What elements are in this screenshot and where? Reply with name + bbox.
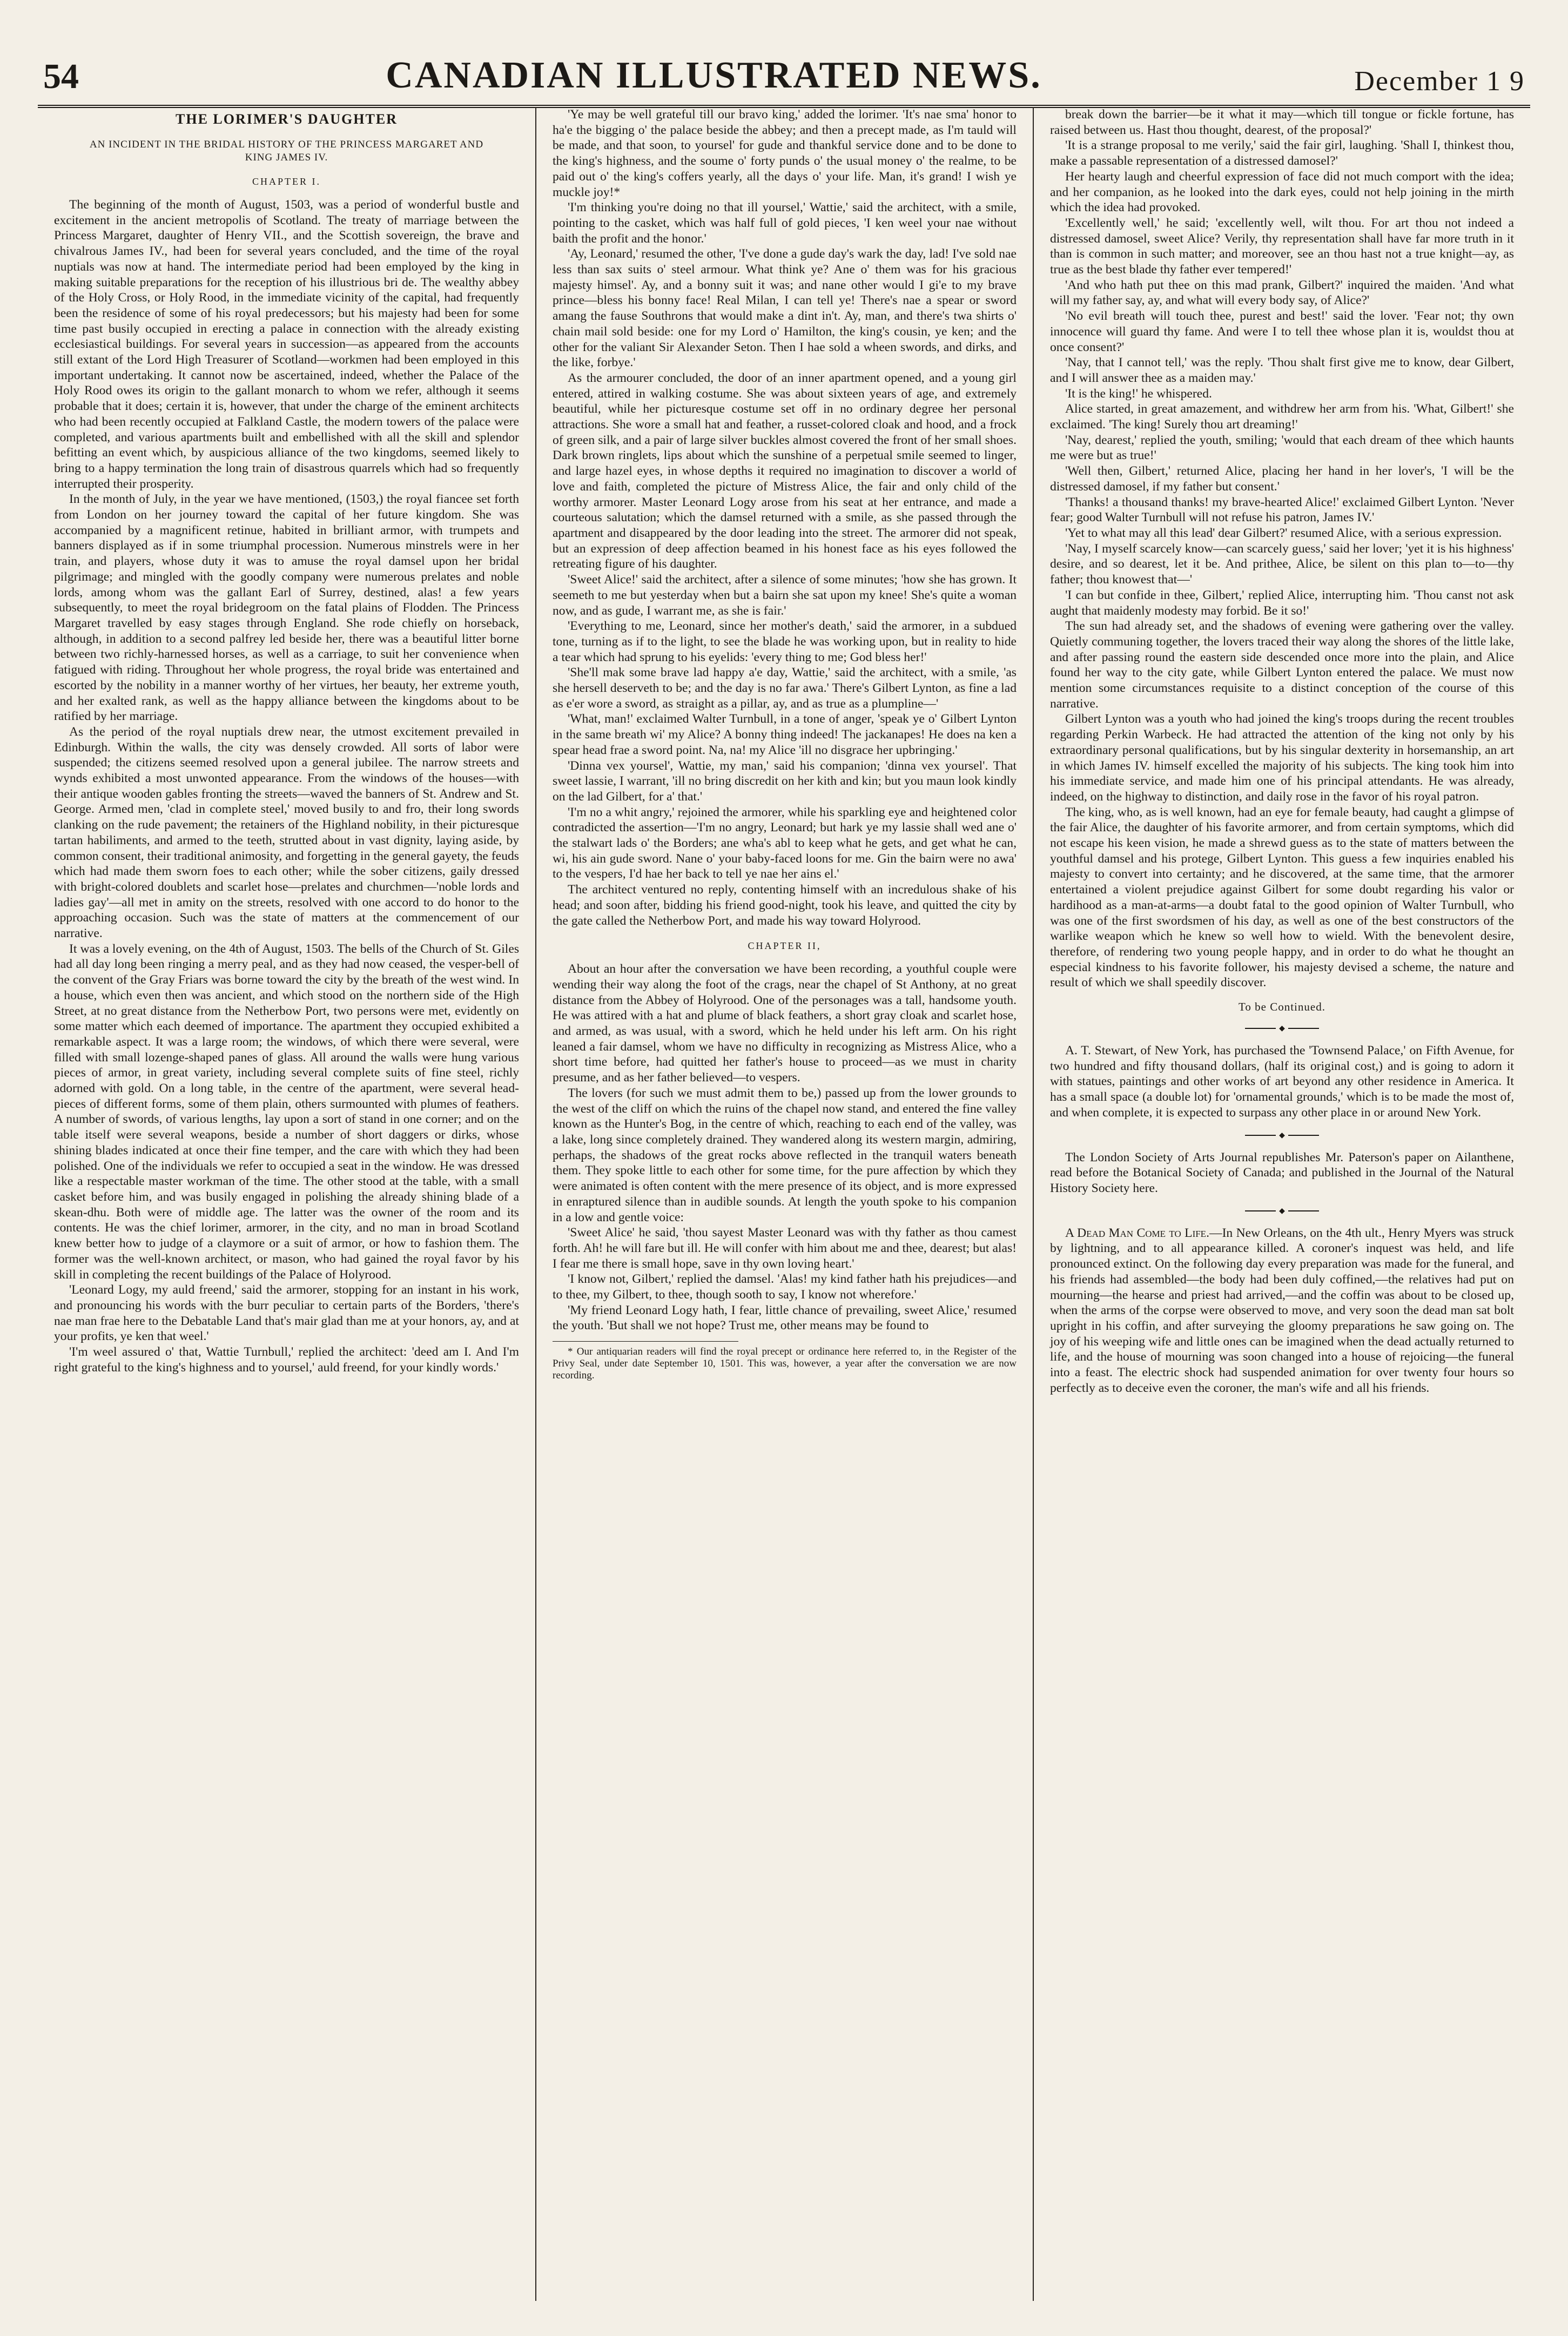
paragraph: 'Leonard Logy, my auld freend,' said the armorer, stopping for an instant in his work, and pronouncing his words with the burr peculiar to certain parts of the Borders, 'there's nae man frae here to the Debatable Land that's mair glad than me at your honors, ay, and at your profits, ye ken that weel.' (54, 1283, 519, 1344)
paragraph: 'It is a strange proposal to me verily,' said the fair girl, laughing. 'Shall I, thinkest thou, make a passable representation of a distressed damosel?' (1050, 138, 1514, 169)
page-number: 54 (43, 57, 79, 96)
paragraph: 'It is the king!' he whispered. (1065, 386, 1212, 401)
paragraph: 'I'm weel assured o' that, Wattie Turnbull,' replied the architect: 'deed am I. And I'm right grateful to the king's highness and to yoursel,' auld freend, for your kindly words.' (54, 1345, 519, 1375)
paragraph: Gilbert Lynton was a youth who had joined the king's troops during the recent troubles regarding Perkin Warbeck. He had attracted the attention of the king not only by his extraordinary personal qualifications, but by his singular dexterity in horsemanship, an art in which James IV. himself excelled the majority of his subjects. The king took him into his immediate service, and made him one of his principal attendants. He was already, indeed, on the highway to distinction, and daily rose in the favor of his royal patron. (1050, 712, 1514, 804)
paragraph: 'I know not, Gilbert,' replied the damsel. 'Alas! my kind father hath his prejudices—and to thee, my Gilbert, to thee, though sooth to say, I know not wherefore.' (553, 1272, 1017, 1302)
paragraph: 'Nay, I myself scarcely know—can scarcely guess,' said her lover; 'yet it is his highness' desire, and so dearest, let it be. And prithee, Alice, be silent on this plan to—to—thy father; thou knowest that—' (1050, 541, 1514, 587)
ornamental-divider (1050, 1133, 1514, 1138)
paragraph: Alice started, in great amazement, and withdrew her arm from his. 'What, Gilbert!' she exclaimed. 'The king! Surely thou art dreaming!' (1050, 402, 1514, 432)
divider-ornament-icon: ◆ (1276, 1207, 1288, 1215)
column-3 (1033, 107, 1530, 2301)
to-be-continued: To be Continued. (1239, 1000, 1325, 1014)
paragraph: As the period of the royal nuptials drew near, the utmost excitement prevailed in Edinburgh. Within the walls, the city was densely crowded. All sorts of labor were suspended; the citizens seemed resolved upon a general jubilee. The narrow streets and wynds exhibited a most unwonted appearance. From the windows of the houses—with their antique wooden gables fronting the streets—waved the banners of St. Andrew and St. George. Armed men, 'clad in complete steel,' moved busily to and fro, their long swords clanking on the rude pavement; the retainers of the Highland nobility, in their picturesque tartan habiliments, and armed to the teeth, strutted about in vast dignity, laying aside, by common consent, their traditional animosity, and forgetting in the general gayety, the feuds which had made them sworn foes to each other; while the sober citizens, gaily dressed with bright-colored doublets and scarlet hose—prelates and churchmen—'noble lords and ladies gay'—all met in amity on the streets, resolved with one accord to do honor to the approaching occasion. Such was the state of matters at the commencement of our narrative. (54, 724, 519, 941)
masthead (38, 38, 1530, 108)
news-item-body: —In New Orleans, on the 4th ult., Henry Myers was struck by lightning, and to all appearance killed. A coroner's inquest was held, and life pronounced extinct. On the following day every preparation was made for the funeral, and his friends had assembled—the body had been duly coffined,—the relatives had put on mourning—the hearse and priest had arrived,—and the coffin was about to be closed up, when the arms of the corpse were observed to move, and very soon the dead man sat bolt upright in his coffin, and after surveying the gloomy preparations he saw going on. The joy of his weeping wife and little ones can be imagined when the dead actually returned to life, and the house of mourning was soon changed into a house of rejoicing—the funeral into a feast. The electric shock had suspended animation for over twenty four hours so perfectly as to deceive even the coroner, the man's wife and all his friends. (1050, 1226, 1514, 1395)
paragraph: 'Sweet Alice' he said, 'thou sayest Master Leonard was with thy father as thou camest forth. Ah! he will fare but ill. He will confer with him about me and thee, dearest; but alas! I fear me there is small hope, save in thy own loving heart.' (553, 1226, 1017, 1271)
column-2 (535, 107, 1033, 2301)
ornamental-divider (1050, 1208, 1514, 1214)
news-item-dead-man (1050, 1226, 1514, 1396)
newspaper-title: CANADIAN ILLUSTRATED NEWS. (386, 55, 1042, 96)
paragraph: 'And who hath put thee on this mad prank, Gilbert?' inquired the maiden. 'And what will my father say, ay, and what will every body say, of Alice?' (1050, 278, 1514, 308)
paragraph: 'Nay, that I cannot tell,' was the reply. 'Thou shalt first give me to know, dear Gilbert, and I will answer thee as a maiden may.' (1050, 355, 1514, 385)
paragraph: In the month of July, in the year we have mentioned, (1503,) the royal fiancee set forth from London on her journey toward the capital of her future kingdom. She was accompanied by a magnificent retinue, habited in brilliant armor, with trumpets and banners displayed as if in some triumphal procession. Numerous minstrels were in her train, and players, whose duty it was to amuse the royal damsel upon her bridal pilgrimage; and mingled with the goodly company were numerous prelates and noble lords, among whom was the gallant Earl of Surrey, destined, alas! a few years subsequently, to meet the royal bridegroom on the fatal plains of Flodden. The Princess Margaret travelled by easy stages through England. She rode chiefly on horseback, although, in addition to a second palfrey led beside her, there was a beautiful litter borne between two richly-harnessed horses, as well as a carriage, to suit her convenience when fatigued with riding. Throughout her whole progress, the royal bride was entertained and escorted by the nobility in a manner worthy of her virtues, her beauty, her extreme youth, and her exalted rank, as well as the happy alliance between the kingdoms about to be ratified by her marriage. (54, 492, 519, 724)
news-item-stewart: A. T. Stewart, of New York, has purchased the 'Townsend Palace,' on Fifth Avenue, for two hundred and fifty thousand dollars, (half its original cost,) and is going to adorn it with statues, paintings and other works of art beyond any other residence in America. It has a small space (a double lot) for 'ornamental grounds,' which is to be made the most of, and when complete, it is expected to surpass any other place in or around New York. (1050, 1044, 1514, 1120)
divider-ornament-icon: ◆ (1276, 1132, 1288, 1140)
paragraph: It was a lovely evening, on the 4th of August, 1503. The bells of the Church of St. Giles had all day long been ringing a merry peal, and as they had now ceased, the vesper-bell of the convent of the Gray Friars was borne toward the city by the breath of the west wind. In a house, which even then was ancient, and which stood on the northern side of the High Street, at no great distance from the Netherbow Port, two persons were met, evidently on some matter which each deemed of importance. The apartment they occupied exhibited a remarkable aspect. It was a large room; the windows, of which there were several, were filled with small lozenge-shaped panes of glass. All around the walls were hung various pieces of armor, in great variety, including several complete suits of fine steel, richly adorned with gold. On a long table, in the centre of the apartment, were several head-pieces of different forms, some of them plain, others surmounted with plumes of feathers. A number of swords, of various lengths, lay upon a sort of stand in one corner; and on the table itself were several weapons, beside a number of short daggers or dirks, whose shining blades indicated at once their fine temper, and the care with which they had been polished. One of the individuals we refer to occupied a seat in the window. He was dressed like a respectable master workman of the time. The other stood at the table, with a small casket before him, and was busily engaged in polishing the already shining blade of a skean-dhu. Both were of middle age. The latter was the owner of the room and its contents. He was the chief lorimer, armorer, in the city, and no man in broad Scotland knew better how to judge of a claymore or a suit of armor, or how to fashion them. The former was the well-known architect, or mason, who had gained the royal favor by his skill in completing the recent buildings of the Palace of Holyrood. (54, 941, 519, 1282)
newspaper-page (38, 38, 1530, 2301)
paragraph: 'Yet to what may all this lead' dear Gilbert?' resumed Alice, with a serious expression. (1065, 526, 1502, 540)
paragraph: 'Dinna vex yoursel', Wattie, my man,' said his companion; 'dinna vex yoursel'. That sweet lassie, I warrant, 'ill no bring discredit on her kith and kin; but you maun look kindly on the lad Gilbert, for a' that.' (553, 758, 1017, 804)
paragraph: 'Sweet Alice!' said the architect, after a silence of some minutes; 'how she has grown. It seemeth to me but yesterday when but a bairn she sat upon my knee! She's quite a woman now, and as gude, I warrant me, as she is fair.' (553, 573, 1017, 618)
paragraph: The sun had already set, and the shadows of evening were gathering over the valley. Quietly communing together, the lovers traced their way along the shores of the little lake, and after passing round the eastern side descended once more into the plain, and Alice found her way to the city gate, while Gilbert Lynton entered the palace. We must now mention some circumstances requisite to a distinct conception of the course of this narrative. (1050, 619, 1514, 711)
paragraph: 'Excellently well,' he said; 'excellently well, wilt thou. For art thou not indeed a distressed damosel, sweet Alice? Verily, thy representation shall have far more truth in it than is common in such matter; and moreover, see an thou hast not a true knight—ay, as true as the best blade thy father ever tempered!' (1050, 216, 1514, 277)
paragraph: 'I'm no a whit angry,' rejoined the armorer, while his sparkling eye and heightened color contradicted the assertion—'I'm no angry, Leonard; but hark ye my lassie shall wed ane o' the stalwart lads o' the Borders; ane wha's abl to keep what he gets, and get what he can, wi, his ain gude sword. Nane o' your baby-faced loons for me. Gin the bairn were no awa' to the vespers, I'd hae her back to tell ye nae her ains el.' (553, 805, 1017, 881)
paragraph: 'My friend Leonard Logy hath, I fear, little chance of prevailing, sweet Alice,' resumed the youth. 'But shall we not hope? Trust me, other means may be found to (553, 1303, 1017, 1333)
paragraph: Her hearty laugh and cheerful expression of face did not much comport with the idea; and her companion, as he looked into the dark eyes, could not help joining in the mirth which the idea had provoked. (1050, 169, 1514, 215)
chapter-heading: CHAPTER I. (252, 176, 321, 187)
paragraph: 'Ay, Leonard,' resumed the other, 'I've done a gude day's wark the day, lad! I've sold nae less than sax suits o' steel armour. What think ye? Ane o' them was for his gracious majesty himsel'. Ay, and a bonny suit it was; and nane other would I gi'e to my brave prince—bless his bonny face! Real Milan, I can tell ye! There's nae a spear or sword amang the fause Southrons that would make a dint in't. Ay, man, and there's twa shirts o' chain mail sold beside: one for my Lord o' Hamilton, the king's cousin, ye ken; and the other for the valiant Sir Alexander Seton. Then I hae sold a wheen swords, and dirks, and the like, forbye.' (553, 247, 1017, 370)
paragraph: About an hour after the conversation we have been recording, a youthful couple were wending their way along the foot of the crags, near the chapel of St Anthony, at no great distance from the Abbey of Holyrood. One of the personages was a tall, handsome youth. He was attired with a hat and plume of black feathers, a short gray cloak and scarlet hose, and armed, as was usual, with a sword, which he held under his left arm. On his right leaned a fair damsel, whom we have no difficulty in recognizing as Mistress Alice, who a short time before, had quitted her father's house to proceed—as we must in charity presume, and as her father believed—to vespers. (553, 962, 1017, 1085)
paragraph: The king, who, as is well known, had an eye for female beauty, had caught a glimpse of the fair Alice, the daughter of his favorite armorer, and from certain symptoms, which did not escape his keen vision, he made a shrewd guess as to the state of matters between the youthful damsel and his protege, Gilbert Lynton. This guess a few inquiries enabled his majesty to convert into certainty; and he discovered, at the same time, that the armorer entertained a violent prejudice against Gilbert for some doubt regarding his valor or hardihood as a man-at-arms—a doubt fatal to the good opinion of Walter Turnbull, who was one of the first swordsmen of his day, as well as one of the best constructors of the warlike weapon which he knew so well how to wield. With the benevolent desire, therefore, of rendering two young people happy, and in order to do what he thought an especial kindness to his favorite follower, his majesty devised a scheme, the nature and result of which we shall speedily discover. (1050, 805, 1514, 990)
paragraph: 'Nay, dearest,' replied the youth, smiling; 'would that each dream of thee which haunts me were but as true!' (1050, 433, 1514, 463)
paragraph: 'Ye may be well grateful till our bravo king,' added the lorimer. 'It's nae sma' honor to ha'e the bigging o' the palace beside the abbey; and then a precept made, as I'm tauld will be made, and that soon, to yoursel' for gude and thankful service done and to be done to the king's highness, and the soume o' forty punds o' the usual money o' the realme, to be paid out o' the king's coffers yearly, all the days o' your life. Man, it's grand! I wish ye muckle joy!* (553, 107, 1017, 199)
column-1 (38, 107, 535, 2301)
paragraph: 'I'm thinking you're doing no that ill yoursel,' Wattie,' said the architect, with a smile, pointing to the casket, which was half full of gold pieces, 'I ken weel your nae without baith the profit and the honor.' (553, 200, 1017, 246)
footnote-rule (553, 1341, 738, 1342)
paragraph: The architect ventured no reply, contenting himself with an incredulous shake of his head; and soon after, bidding his friend good-night, took his leave, and quitted the city by the gate called the Netherbow Port, and made his way toward Holyrood. (553, 883, 1017, 928)
paragraph: The beginning of the month of August, 1503, was a period of wonderful bustle and excitement in the ancient metropolis of Scotland. The treaty of marriage between the Princess Margaret, daughter of Henry VII., and the Scottish sovereign, the brave and chivalrous James IV., had been for several years concluded, and the time of the royal nuptials was now at hand. The intermediate period had been employed by the king in making suitable preparations for the reception of his illustrious bri de. The wealthy abbey of the Holy Cross, or Holy Rood, in the immediate vicinity of the capital, had frequently been the residence of some of his royal predecessors; but his majesty had been for some time past busily occupied in erecting a palace in connection with the already existing ecclesiastical buildings. For several years in succession—as appeared from the accounts still extant of the Lord High Treasurer of Scotland—workmen had been employed in this important undertaking. It cannot now be ascertained, indeed, whether the Palace of the Holy Rood owes its origin to the gallant monarch to whom we refer, although it seems probable that it does; certain it is, however, that under the charge of the eminent architects who had been recently occupied at Falkland Castle, the modern towers of the palace were completed, and various apartments built and embellished with all the skill and splendor befitting an event which, by auspicious alliance of the two kingdoms, seemed likely to bring to a happy termination the long train of disastrous quarrels which had so frequently interrupted their prosperity. (54, 198, 519, 491)
chapter-heading: CHAPTER II, (748, 940, 822, 952)
paragraph: 'I can but confide in thee, Gilbert,' replied Alice, interrupting him. 'Thou canst not ask aught that maidenly modesty may forbid. Be it so!' (1050, 588, 1514, 618)
news-item-heading: A Dead Man Come to Life. (1065, 1226, 1209, 1240)
footnote: * Our antiquarian readers will find the royal precept or ordinance here referred to, in the Register of the Privy Seal, under date September 10, 1501. This was, however, a year after the conversation we are now recording. (553, 1346, 1017, 1382)
issue-date: December 1 9 (1354, 66, 1525, 97)
divider-ornament-icon: ◆ (1276, 1025, 1288, 1033)
news-item-ailanthene: The London Society of Arts Journal republishes Mr. Paterson's paper on Ailanthene, read before the Botanical Society of Canada; and published in the Journal of the Natural History Society here. (1050, 1150, 1514, 1195)
paragraph: 'Everything to me, Leonard, since her mother's death,' said the armorer, in a subdued tone, turning as if to the light, to see the blade he was working upon, but in reality to hide a tear which had sprung to his eyelids: 'every thing to me; God bless her!' (553, 619, 1017, 664)
ornamental-divider (1050, 1026, 1514, 1031)
paragraph: 'Well then, Gilbert,' returned Alice, placing her hand in her lover's, 'I will be the distressed damosel, if my father but consent.' (1050, 464, 1514, 494)
paragraph: 'She'll mak some brave lad happy a'e day, Wattie,' said the architect, with a smile, 'as she hersell deserveth to be; and the day is no far awa.' There's Gilbert Lynton, as fine a lad as e'er wore a sword, as straight as a pillar, ay, and as true as a plumpline—' (553, 665, 1017, 711)
paragraph: As the armourer concluded, the door of an inner apartment opened, and a young girl entered, attired in walking costume. She was about sixteen years of age, and extremely beautiful, while her picturesque costume set off in no ordinary degree her personal attractions. She wore a small hat and feather, a russet-colored cloak and hood, and a frock of green silk, and a pair of large silver buckles almost covered the front of her small shoes. Dark brown ringlets, lips about which the sunshine of a perpetual smile seemed to linger, and large hazel eyes, in whose depths it required no imagination to discover a world of love and faith, completed the picture of Mistress Alice, the fair and only child of the worthy armorer. Master Leonard Logy arose from his seat at her entrance, and made a courteous salutation; which the damsel returned with a smile, as she passed through the apartment and disappeared by the door leading into the street. The armorer did not speak, but an expression of deep affection beamed in his honest face as his eyes followed the retreating figure of his daughter. (553, 371, 1017, 571)
paragraph: 'No evil breath will touch thee, purest and best!' said the lover. 'Fear not; thy own innocence will guard thy fame. And were I to tell thee whose plan it is, wouldst thou at once consent?' (1050, 309, 1514, 354)
paragraph: 'Thanks! a thousand thanks! my brave-hearted Alice!' exclaimed Gilbert Lynton. 'Never fear; good Walter Turnbull will not refuse his patron, James IV.' (1050, 495, 1514, 525)
story-title: THE LORIMER'S DAUGHTER (176, 111, 398, 127)
paragraph: 'What, man!' exclaimed Walter Turnbull, in a tone of anger, 'speak ye o' Gilbert Lynton in the same breath wi' my Alice? A bonny thing indeed! The jackanapes! He does na ken a spear head frae a sword point. Na, na! my Alice 'ill no disgrace her upbringing.' (553, 712, 1017, 757)
story-subtitle: AN INCIDENT IN THE BRIDAL HISTORY OF THE PRINCESS MARGARET AND KING JAMES IV. (89, 139, 484, 163)
paragraph: The lovers (for such we must admit them to be,) passed up from the lower grounds to the west of the cliff on which the ruins of the chapel now stand, and entered the fine valley known as the Hunter's Bog, in the centre of which, reaching to each end of the valley, was a lake, long since completely drained. They wandered along its western margin, admiring, perhaps, the shadows of the great rocks above reflected in the tranquil waters beneath them. They spoke little to each other for some time, for the pure affection by which they were animated is often content with the mere presence of its object, and is more expressed in enraptured silence than in audible sounds. At length the youth spoke to his companion in a low and gentle voice: (553, 1086, 1017, 1224)
article-columns (38, 107, 1530, 2301)
paragraph: break down the barrier—be it what it may—which till tongue or fickle fortune, has raised between us. Hast thou thought, dearest, of the proposal?' (1050, 107, 1514, 137)
